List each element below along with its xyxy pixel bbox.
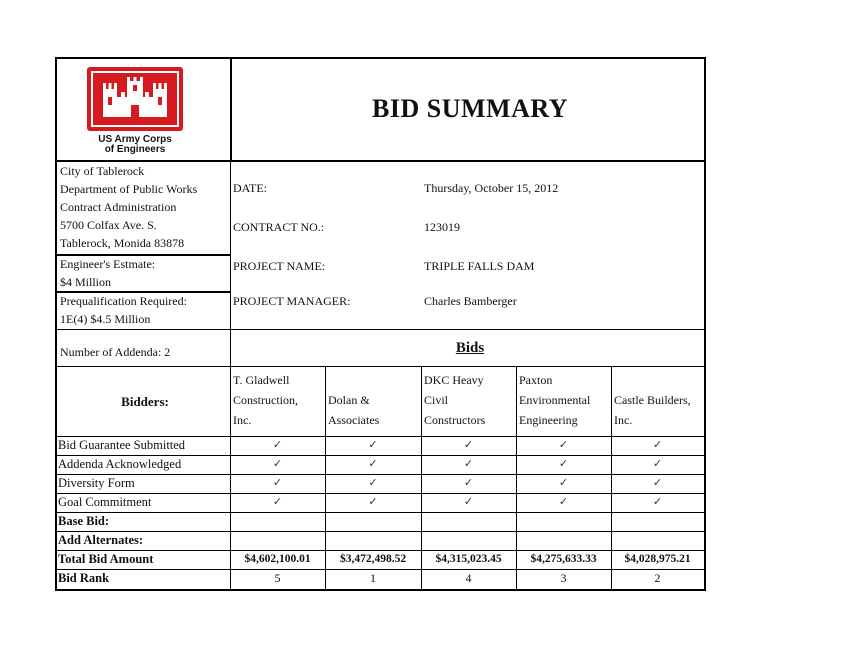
address-line: City of Tablerock — [60, 164, 145, 178]
check-cell: ✓ — [368, 458, 378, 470]
bid-rank: 3 — [560, 571, 567, 585]
divider — [421, 366, 422, 589]
addenda-count: Number of Addenda: 2 — [60, 345, 171, 359]
check-cell: ✓ — [558, 458, 569, 470]
row-label: Addenda Acknowledged — [58, 457, 182, 471]
divider — [230, 162, 231, 589]
bidder-name-line: DKC Heavy — [424, 373, 484, 387]
contract-value: 123019 — [424, 220, 460, 234]
bid-summary-sheet — [55, 57, 706, 591]
row-label: Bid Guarantee Submitted — [58, 438, 186, 452]
address-line: Contract Administration — [60, 200, 177, 214]
bidder-name-line: Paxton — [519, 373, 553, 387]
divider — [57, 550, 704, 551]
address-line: Tablerock, Monida 83878 — [60, 236, 185, 250]
bidder-name-line: Castle Builders, — [614, 393, 691, 407]
divider — [57, 493, 704, 494]
check-cell: ✓ — [652, 496, 663, 508]
bidder-name-line: Dolan & — [328, 393, 370, 407]
check-cell: ✓ — [272, 458, 283, 470]
divider — [57, 160, 704, 162]
address-line: 5700 Colfax Ave. S. — [60, 218, 157, 232]
bidder-name-line: Associates — [328, 413, 380, 427]
check-cell: ✓ — [652, 458, 663, 470]
project-name-value: TRIPLE FALLS DAM — [424, 259, 535, 273]
divider — [57, 531, 704, 532]
check-cell: ✓ — [558, 496, 569, 508]
logo-org-line-2: of Engineers — [104, 144, 166, 155]
bid-rank: 4 — [465, 571, 472, 585]
bids-header: Bids — [455, 340, 485, 356]
check-cell: ✓ — [463, 477, 474, 489]
logo-org-line-1: US Army Corps — [98, 134, 172, 145]
divider — [57, 366, 704, 367]
date-label: DATE: — [233, 181, 267, 195]
row-label: Add Alternates: — [58, 533, 144, 547]
bidder-name-line: Environmental — [519, 393, 591, 407]
bid-rank: 1 — [370, 571, 376, 585]
divider — [611, 366, 612, 589]
page-title: BID SUMMARY — [372, 94, 568, 123]
divider — [230, 59, 232, 162]
divider — [325, 366, 326, 589]
engineers-estimate-value: $4 Million — [60, 275, 112, 289]
prequalification-label: Prequalification Required: — [60, 294, 187, 308]
bidders-label: Bidders: — [121, 394, 169, 409]
address-line: Department of Public Works — [60, 182, 198, 196]
bidder-name-line: Inc. — [614, 413, 633, 427]
check-cell: ✓ — [272, 477, 283, 489]
row-label: Total Bid Amount — [58, 552, 154, 566]
divider — [57, 455, 704, 456]
bidder-name-line: Engineering — [519, 413, 578, 427]
total-bid-amount: $4,028,975.21 — [624, 553, 691, 565]
divider — [57, 474, 704, 475]
divider — [57, 436, 704, 437]
total-bid-amount: $4,602,100.01 — [244, 553, 311, 565]
check-cell: ✓ — [558, 439, 569, 451]
check-cell: ✓ — [368, 496, 378, 508]
usace-logo — [87, 67, 183, 155]
project-name-label: PROJECT NAME: — [233, 259, 326, 273]
bidder-name-line: Construction, — [233, 393, 298, 407]
divider — [57, 569, 704, 570]
bidder-name-line: Inc. — [233, 413, 252, 427]
row-label: Diversity Form — [58, 476, 135, 490]
project-manager-value: Charles Bamberger — [424, 294, 517, 308]
bidder-name-line: T. Gladwell — [233, 373, 290, 387]
total-bid-amount: $4,315,023.45 — [435, 553, 502, 565]
row-label: Goal Commitment — [58, 495, 152, 509]
divider — [57, 329, 704, 330]
engineers-estimate-label: Engineer's Estmate: — [60, 257, 156, 271]
date-value: Thursday, October 15, 2012 — [424, 181, 559, 195]
row-label: Base Bid: — [58, 514, 110, 528]
total-bid-amount: $4,275,633.33 — [530, 553, 597, 565]
prequalification-value: 1E(4) $4.5 Million — [60, 312, 151, 326]
check-cell: ✓ — [272, 496, 283, 508]
check-cell: ✓ — [368, 477, 378, 489]
contract-label: CONTRACT NO.: — [233, 220, 325, 234]
row-label: Bid Rank — [58, 571, 110, 585]
check-cell: ✓ — [463, 458, 474, 470]
bidder-name-line: Constructors — [424, 413, 486, 427]
check-cell: ✓ — [652, 439, 663, 451]
project-manager-label: PROJECT MANAGER: — [233, 294, 351, 308]
check-cell: ✓ — [368, 439, 378, 451]
bidder-name-line: Civil — [424, 393, 449, 407]
check-cell: ✓ — [652, 477, 663, 489]
bid-rank: 2 — [654, 571, 661, 585]
divider — [516, 366, 517, 589]
divider — [57, 254, 230, 256]
check-cell: ✓ — [272, 439, 283, 451]
total-bid-amount: $3,472,498.52 — [339, 553, 407, 565]
check-cell: ✓ — [463, 496, 474, 508]
divider — [57, 512, 704, 513]
divider — [57, 291, 230, 293]
check-cell: ✓ — [558, 477, 569, 489]
check-cell: ✓ — [463, 439, 474, 451]
castle-logo-icon — [87, 67, 183, 131]
bid-rank: 5 — [274, 571, 281, 585]
